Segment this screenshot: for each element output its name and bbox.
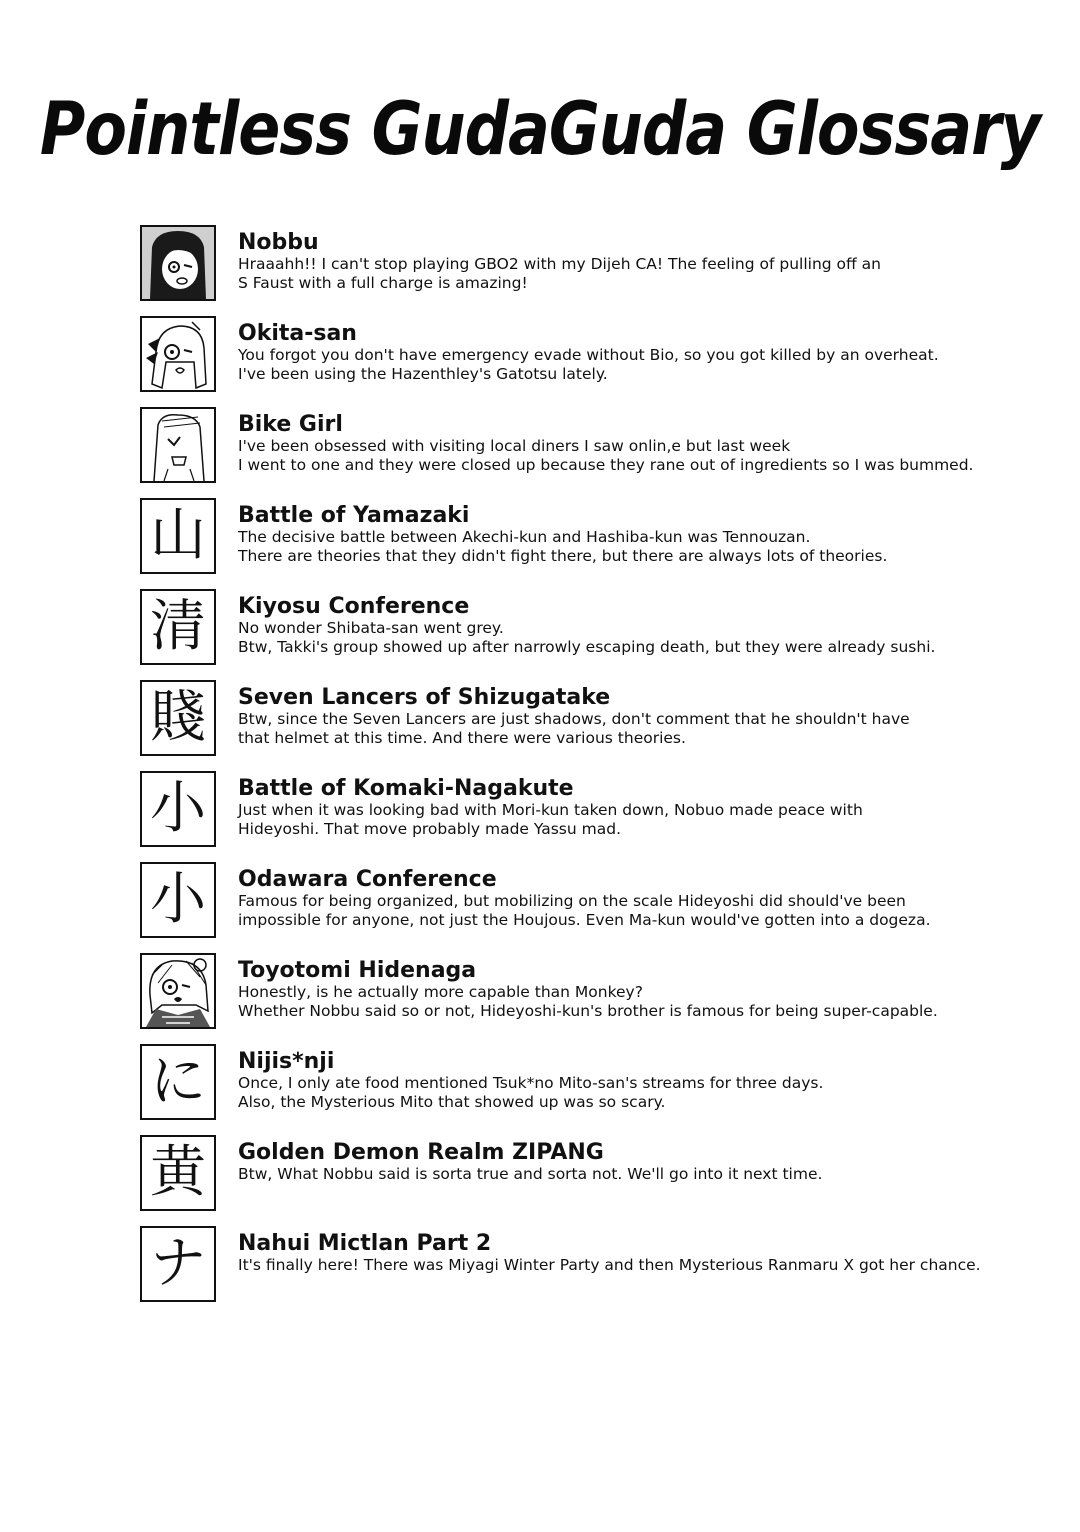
entry-term: Toyotomi Hidenaga [238,958,477,983]
description-line: impossible for anyone, not just the Houjous. Even Ma-kun would've gotten into a dogeza. [238,911,931,929]
icon-character: 小 [150,867,206,932]
icon-character: に [150,1049,206,1114]
entry-term: Seven Lancers of Shizugatake [238,685,611,710]
entry-description [238,619,1060,657]
description-line: S Faust with a full charge is amazing! [238,274,528,292]
entry-description [238,1074,1060,1112]
entry-text [238,413,1060,475]
entry-term: Battle of Komaki-Nagakute [238,776,574,801]
kanji-ki-icon [140,1135,216,1211]
glossary-entry [140,225,1060,316]
page-title: Pointless GudaGuda Glossary [39,85,1041,172]
description-line: Just when it was looking bad with Mori-kun taken down, Nobuo made peace with [238,801,863,819]
glossary-entry [140,771,1060,862]
description-line: Also, the Mysterious Mito that showed up was so scary. [238,1093,666,1111]
entry-text [238,1232,1060,1275]
glossary-entry [140,1044,1060,1135]
icon-character: 清 [150,594,206,659]
description-line: Once, I only ate food mentioned Tsuk*no Mito-san's streams for three days. [238,1074,824,1092]
bike-girl-portrait-icon [140,407,216,483]
glossary-entry [140,407,1060,498]
entry-term: Nahui Mictlan Part 2 [238,1231,492,1256]
description-line: Honestly, is he actually more capable than Monkey? [238,983,643,1001]
description-line: Btw, What Nobbu said is sorta true and sorta not. We'll go into it next time. [238,1165,823,1183]
glossary-entry [140,589,1060,680]
entry-term: Golden Demon Realm ZIPANG [238,1140,604,1165]
glossary-entry [140,316,1060,407]
entry-description [238,983,1060,1021]
description-line: There are theories that they didn't fight there, but there are always lots of theories. [238,547,888,565]
nobbu-portrait-icon [140,225,216,301]
entry-term: Bike Girl [238,412,343,437]
description-line: I've been using the Hazenthley's Gatotsu lately. [238,365,608,383]
description-line: Hraaahh!! I can't stop playing GBO2 with my Dijeh CA! The feeling of pulling off an [238,255,881,273]
entry-text [238,959,1060,1021]
kanji-o-icon [140,862,216,938]
icon-character: 黄 [150,1140,206,1205]
entry-description [238,710,1060,748]
description-line: Whether Nobbu said so or not, Hideyoshi-kun's brother is famous for being super-capable. [238,1002,938,1020]
glossary-entry [140,1135,1060,1226]
entry-term: Battle of Yamazaki [238,503,470,528]
glossary-entry [140,680,1060,771]
glossary-entry [140,1226,1060,1317]
entry-text [238,777,1060,839]
entry-text [238,231,1060,293]
entry-text [238,504,1060,566]
entry-description [238,437,1060,475]
description-line: Hideyoshi. That move probably made Yassu mad. [238,820,621,838]
entry-text [238,686,1060,748]
icon-character: ナ [150,1231,206,1296]
entry-text [238,1050,1060,1112]
description-line: that helmet at this time. And there were various theories. [238,729,686,747]
description-line: Famous for being organized, but mobilizing on the scale Hideyoshi did should've been [238,892,906,910]
description-line: You forgot you don't have emergency evade without Bio, so you got killed by an overheat. [238,346,939,364]
kanji-kiyo-icon [140,589,216,665]
description-line: No wonder Shibata-san went grey. [238,619,504,637]
entry-description [238,892,1060,930]
entry-description [238,1165,1060,1184]
kanji-ko-icon [140,771,216,847]
kana-na-icon [140,1226,216,1302]
entry-term: Okita-san [238,321,357,346]
entry-term: Nijis*nji [238,1049,335,1074]
kanji-shizu-icon [140,680,216,756]
entry-text [238,595,1060,657]
description-line: It's finally here! There was Miyagi Winter Party and then Mysterious Ranmaru X got her chance. [238,1256,981,1274]
glossary-entry [140,498,1060,589]
description-line: Btw, Takki's group showed up after narrowly escaping death, but they were already sushi. [238,638,936,656]
entry-term: Odawara Conference [238,867,497,892]
glossary-list [140,225,1060,1317]
entry-text [238,322,1060,384]
icon-character: 山 [150,503,206,568]
entry-description [238,255,1060,293]
description-line: Btw, since the Seven Lancers are just shadows, don't comment that he shouldn't have [238,710,910,728]
entry-text [238,868,1060,930]
entry-description [238,346,1060,384]
description-line: I went to one and they were closed up because they rane out of ingredients so I was bummed. [238,456,974,474]
entry-term: Kiyosu Conference [238,594,470,619]
kanji-yama-icon [140,498,216,574]
glossary-entry [140,953,1060,1044]
entry-description [238,1256,1060,1275]
hidenaga-portrait-icon [140,953,216,1029]
description-line: I've been obsessed with visiting local diners I saw onlin,e but last week [238,437,791,455]
description-line: The decisive battle between Akechi-kun and Hashiba-kun was Tennouzan. [238,528,811,546]
kana-ni-icon [140,1044,216,1120]
entry-description [238,801,1060,839]
icon-character: 賤 [150,685,206,750]
glossary-entry [140,862,1060,953]
okita-portrait-icon [140,316,216,392]
entry-description [238,528,1060,566]
icon-character: 小 [150,776,206,841]
entry-term: Nobbu [238,230,319,255]
entry-text [238,1141,1060,1184]
